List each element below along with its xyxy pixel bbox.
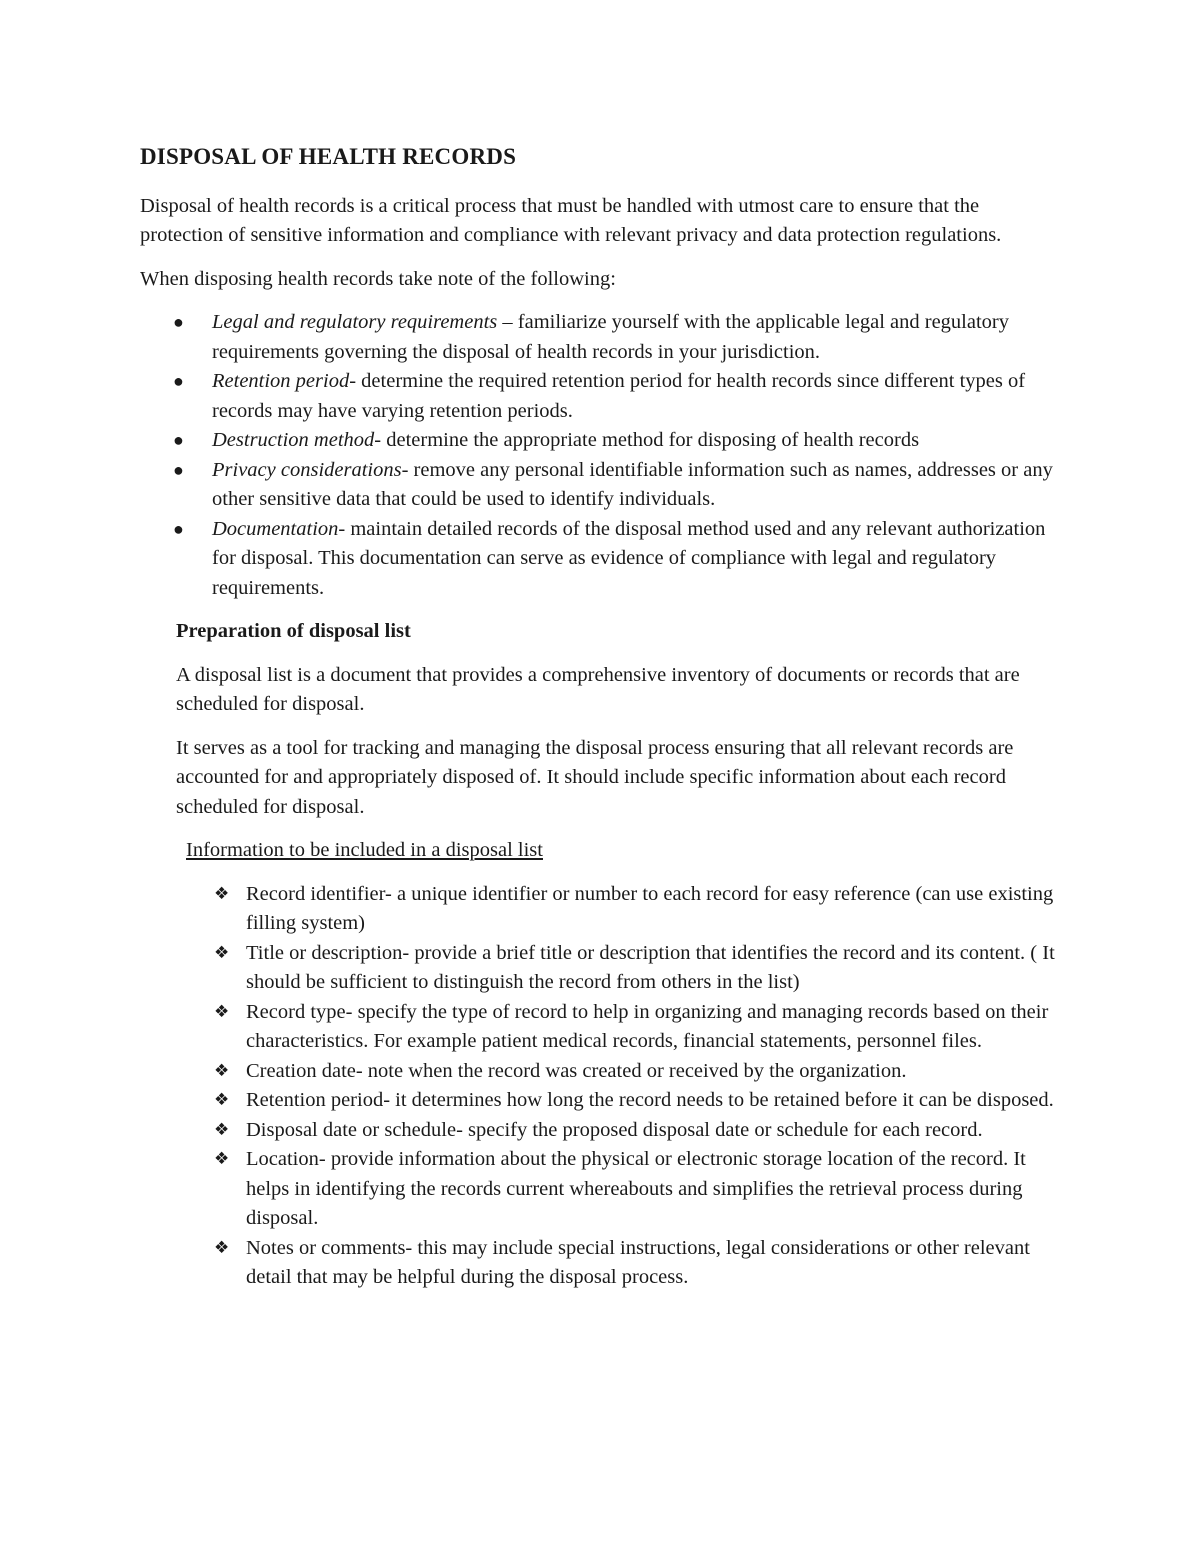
diamond-bullet-icon: ❖ [214, 1149, 230, 1169]
item-text: Title or description- provide a brief title or description that identifies the record and its content. ( It should be sufficient to distinguish the record from others in the list) [246, 941, 1055, 993]
document-title: DISPOSAL OF HEALTH RECORDS [140, 144, 517, 169]
bullet-icon: ● [173, 430, 184, 450]
bullet-icon: ● [173, 371, 184, 391]
item-term: Destruction method [212, 429, 375, 451]
item-text: Record type- specify the type of record to help in organizing and managing records based on their characteristics. For example patient medical records, financial statements, personnel files. [246, 1000, 1049, 1052]
item-term: Legal and regulatory requirements [212, 311, 498, 333]
section-paragraph: It serves as a tool for tracking and managing the disposal process ensuring that all relevant records are accounted for and appropriately disposed of. It should include specific information about each record scheduled for disposal. [176, 736, 1014, 818]
list-item [176, 880, 1066, 939]
diamond-bullet-icon: ❖ [214, 1237, 230, 1258]
list-item [176, 1057, 1066, 1087]
list-item [140, 367, 1072, 426]
list-item [140, 515, 1072, 604]
item-text: Creation date- note when the record was created or received by the organization. [246, 1059, 907, 1082]
list-item [176, 1145, 1066, 1234]
list-item [140, 308, 1072, 367]
diamond-bullet-icon: ❖ [214, 1119, 230, 1140]
bullet-icon: ● [173, 518, 184, 539]
item-text: Retention period- it determines how long the record needs to be retained before it can be disposed. [246, 1089, 1054, 1111]
list-item [176, 939, 1066, 998]
diamond-bullet-icon: ❖ [214, 1090, 230, 1110]
item-text: – familiarize yourself with the applicable legal and regulatory requirements governing the disposal of health records in your jurisdiction. [212, 311, 1009, 363]
item-text: Disposal date or schedule- specify the proposed disposal date or schedule for each record. [246, 1118, 983, 1141]
disposal-list-items [176, 880, 1066, 1293]
diamond-bullet-icon: ❖ [214, 883, 230, 904]
diamond-bullet-icon: ❖ [214, 1060, 230, 1081]
list-item [176, 998, 1066, 1057]
item-text: - remove any personal identifiable information such as names, addresses or any other sensitive data that could be used to identify individuals. [212, 458, 1053, 510]
subsection-heading: Information to be included in a disposal list [186, 839, 543, 861]
list-item [140, 456, 1072, 515]
list-item [140, 426, 1072, 456]
item-term: Privacy considerations [212, 458, 402, 481]
item-text: - maintain detailed records of the disposal method used and any relevant authorization for disposal. This documentation can serve as evidence of compliance with legal and regulatory requirements. [212, 517, 1046, 599]
section-paragraph: A disposal list is a document that provides a comprehensive inventory of documents or records that are scheduled for disposal. [176, 663, 1020, 715]
section-heading: Preparation of disposal list [176, 620, 411, 642]
item-text: - determine the appropriate method for disposing of health records [374, 429, 920, 451]
item-term: Documentation [212, 517, 339, 540]
diamond-bullet-icon: ❖ [214, 1001, 230, 1022]
intro-paragraph: Disposal of health records is a critical process that must be handled with utmost care to ensure that the protection of sensitive information and compliance with relevant privacy and data protection regulations. [140, 194, 1002, 246]
list-item [176, 1086, 1066, 1116]
diamond-bullet-icon: ❖ [214, 942, 230, 963]
list-item [176, 1234, 1066, 1293]
considerations-list [140, 308, 1070, 603]
item-text: Record identifier- a unique identifier or number to each record for easy reference (can use existing filling system) [246, 882, 1054, 934]
lead-paragraph: When disposing health records take note of the following: [140, 267, 616, 290]
bullet-icon: ● [173, 312, 184, 332]
item-text: Notes or comments- this may include special instructions, legal considerations or other relevant detail that may be helpful during the disposal process. [246, 1236, 1030, 1288]
preparation-section [176, 617, 1066, 1293]
item-text: Location- provide information about the physical or electronic storage location of the record. It helps in identifying the records current whereabouts and simplifies the retrieval process during disposal. [246, 1148, 1026, 1229]
item-text: - determine the required retention period for health records since different types of records may have varying retention periods. [212, 370, 1026, 422]
bullet-icon: ● [173, 459, 184, 480]
list-item [176, 1116, 1066, 1146]
item-term: Retention period [212, 370, 350, 392]
document-page [140, 142, 1070, 1293]
